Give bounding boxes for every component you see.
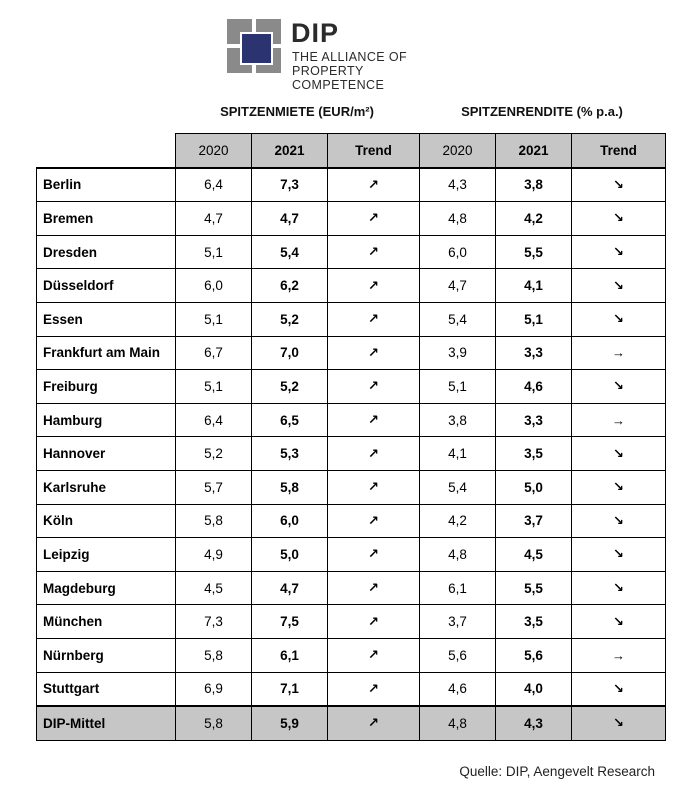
miete-trend-icon: ↗: [328, 403, 420, 437]
rendite-2021-cell: 4,5: [496, 538, 572, 572]
header-miete-2020: 2020: [176, 134, 252, 168]
rendite-2021-cell: 4,0: [496, 672, 572, 706]
rendite-2020-cell: 5,1: [420, 370, 496, 404]
rendite-2020-cell: 4,8: [420, 202, 496, 236]
miete-2021-cell: 4,7: [252, 571, 328, 605]
miete-2020-cell: 7,3: [176, 605, 252, 639]
miete-trend-icon: ↗: [328, 269, 420, 303]
miete-2020-cell: 5,8: [176, 504, 252, 538]
table-row: [37, 336, 666, 370]
rendite-trend-icon: ↘: [572, 202, 666, 236]
miete-trend-icon: ↗: [328, 437, 420, 471]
city-cell: Nürnberg: [37, 638, 176, 672]
rendite-2021-cell: 3,7: [496, 504, 572, 538]
city-cell: Magdeburg: [37, 571, 176, 605]
header-row: [37, 134, 666, 168]
rendite-trend-icon: →: [572, 638, 666, 672]
table-row: [37, 235, 666, 269]
header-rendite-2020: 2020: [420, 134, 496, 168]
miete-2020-cell: 4,5: [176, 571, 252, 605]
miete-2020-cell: 5,1: [176, 235, 252, 269]
table-body: [37, 168, 666, 741]
rendite-2020-cell: 6,1: [420, 571, 496, 605]
table-row: [37, 437, 666, 471]
miete-2020-cell: 6,4: [176, 403, 252, 437]
rendite-trend-icon: ↘: [572, 538, 666, 572]
miete-trend-icon: ↗: [328, 706, 420, 740]
city-cell: Berlin: [37, 168, 176, 202]
miete-2021-cell: 5,0: [252, 538, 328, 572]
city-cell: Hannover: [37, 437, 176, 471]
miete-2020-cell: 6,7: [176, 336, 252, 370]
rendite-2020-cell: 6,0: [420, 235, 496, 269]
miete-2021-cell: 4,7: [252, 202, 328, 236]
table-row: [37, 302, 666, 336]
miete-2020-cell: 4,7: [176, 202, 252, 236]
miete-trend-icon: ↗: [328, 168, 420, 202]
rendite-2020-cell: 4,3: [420, 168, 496, 202]
rendite-trend-icon: ↘: [572, 672, 666, 706]
header-rendite-2021: 2021: [496, 134, 572, 168]
logo-tagline-line2: PROPERTY COMPETENCE: [292, 64, 385, 92]
table-row: [37, 638, 666, 672]
miete-2020-cell: 6,0: [176, 269, 252, 303]
miete-2021-cell: 7,3: [252, 168, 328, 202]
rendite-trend-icon: ↘: [572, 302, 666, 336]
rendite-2021-cell: 5,5: [496, 235, 572, 269]
rendite-trend-icon: ↘: [572, 235, 666, 269]
miete-2021-cell: 5,2: [252, 370, 328, 404]
miete-2020-cell: 5,2: [176, 437, 252, 471]
table-row: [37, 504, 666, 538]
table-row: [37, 672, 666, 706]
rendite-2020-cell: 3,7: [420, 605, 496, 639]
table-row: [37, 269, 666, 303]
miete-trend-icon: ↗: [328, 672, 420, 706]
rendite-trend-icon: ↘: [572, 706, 666, 740]
city-cell: DIP-Mittel: [37, 706, 176, 740]
city-cell: Frankfurt am Main: [37, 336, 176, 370]
city-cell: Karlsruhe: [37, 470, 176, 504]
source-note: Quelle: DIP, Aengevelt Research: [459, 764, 655, 779]
header-miete-2021: 2021: [252, 134, 328, 168]
miete-trend-icon: ↗: [328, 571, 420, 605]
rendite-2020-cell: 4,6: [420, 672, 496, 706]
rendite-2021-cell: 5,6: [496, 638, 572, 672]
rendite-2021-cell: 4,6: [496, 370, 572, 404]
rendite-2021-cell: 3,3: [496, 403, 572, 437]
header-rendite-trend: Trend: [572, 134, 666, 168]
rendite-2021-cell: 3,8: [496, 168, 572, 202]
miete-trend-icon: ↗: [328, 504, 420, 538]
group-title-spitzenmiete: SPITZENMIETE (EUR/m²): [220, 104, 374, 119]
table-row: [37, 470, 666, 504]
city-cell: Bremen: [37, 202, 176, 236]
table-row: [37, 370, 666, 404]
data-table: [36, 133, 666, 741]
rendite-2021-cell: 5,0: [496, 470, 572, 504]
city-cell: Dresden: [37, 235, 176, 269]
rendite-2021-cell: 3,5: [496, 605, 572, 639]
rendite-2021-cell: 3,3: [496, 336, 572, 370]
miete-2021-cell: 7,5: [252, 605, 328, 639]
rendite-2020-cell: 4,8: [420, 538, 496, 572]
city-cell: Köln: [37, 504, 176, 538]
dip-logo: [227, 18, 457, 92]
miete-2021-cell: 6,2: [252, 269, 328, 303]
miete-2021-cell: 6,0: [252, 504, 328, 538]
miete-2021-cell: 7,1: [252, 672, 328, 706]
logo-tagline: [292, 50, 457, 92]
miete-2020-cell: 5,1: [176, 302, 252, 336]
miete-trend-icon: ↗: [328, 538, 420, 572]
rendite-trend-icon: ↘: [572, 571, 666, 605]
table-row: [37, 571, 666, 605]
miete-2021-cell: 5,2: [252, 302, 328, 336]
miete-trend-icon: ↗: [328, 235, 420, 269]
miete-trend-icon: ↗: [328, 605, 420, 639]
city-cell: Essen: [37, 302, 176, 336]
miete-2021-cell: 5,9: [252, 706, 328, 740]
rendite-2020-cell: 4,7: [420, 269, 496, 303]
city-cell: Düsseldorf: [37, 269, 176, 303]
rendite-2021-cell: 4,3: [496, 706, 572, 740]
miete-2020-cell: 6,9: [176, 672, 252, 706]
rendite-2020-cell: 5,4: [420, 302, 496, 336]
rendite-2021-cell: 4,2: [496, 202, 572, 236]
logo-name: DIP: [291, 18, 340, 48]
miete-2020-cell: 5,8: [176, 706, 252, 740]
rendite-trend-icon: ↘: [572, 504, 666, 538]
miete-2020-cell: 5,1: [176, 370, 252, 404]
rendite-2021-cell: 5,5: [496, 571, 572, 605]
rendite-2021-cell: 3,5: [496, 437, 572, 471]
table-row: [37, 168, 666, 202]
miete-trend-icon: ↗: [328, 638, 420, 672]
city-cell: Hamburg: [37, 403, 176, 437]
dip-logo-mark: [227, 19, 282, 74]
header-corner: [37, 134, 176, 168]
logo-tagline-line1: THE ALLIANCE OF: [292, 50, 408, 64]
rendite-trend-icon: →: [572, 403, 666, 437]
miete-trend-icon: ↗: [328, 336, 420, 370]
miete-2021-cell: 5,3: [252, 437, 328, 471]
mean-row: [37, 706, 666, 740]
rendite-2020-cell: 4,2: [420, 504, 496, 538]
city-cell: München: [37, 605, 176, 639]
miete-2020-cell: 5,7: [176, 470, 252, 504]
group-title-spitzenrendite: SPITZENRENDITE (% p.a.): [461, 104, 623, 119]
rendite-trend-icon: ↘: [572, 605, 666, 639]
rendite-trend-icon: ↘: [572, 168, 666, 202]
miete-2020-cell: 6,4: [176, 168, 252, 202]
rendite-trend-icon: →: [572, 336, 666, 370]
miete-2020-cell: 5,8: [176, 638, 252, 672]
rendite-trend-icon: ↘: [572, 370, 666, 404]
rendite-2020-cell: 5,4: [420, 470, 496, 504]
miete-2021-cell: 7,0: [252, 336, 328, 370]
rendite-2020-cell: 3,9: [420, 336, 496, 370]
miete-2021-cell: 5,8: [252, 470, 328, 504]
rendite-2021-cell: 4,1: [496, 269, 572, 303]
miete-trend-icon: ↗: [328, 202, 420, 236]
miete-2021-cell: 6,1: [252, 638, 328, 672]
city-cell: Leipzig: [37, 538, 176, 572]
rendite-2021-cell: 5,1: [496, 302, 572, 336]
miete-2021-cell: 6,5: [252, 403, 328, 437]
rendite-2020-cell: 3,8: [420, 403, 496, 437]
table-row: [37, 403, 666, 437]
rendite-trend-icon: ↘: [572, 470, 666, 504]
miete-2021-cell: 5,4: [252, 235, 328, 269]
rendite-trend-icon: ↘: [572, 269, 666, 303]
miete-2020-cell: 4,9: [176, 538, 252, 572]
header-miete-trend: Trend: [328, 134, 420, 168]
table-row: [37, 202, 666, 236]
miete-trend-icon: ↗: [328, 470, 420, 504]
rendite-2020-cell: 4,1: [420, 437, 496, 471]
city-cell: Stuttgart: [37, 672, 176, 706]
rendite-trend-icon: ↘: [572, 437, 666, 471]
miete-trend-icon: ↗: [328, 302, 420, 336]
city-cell: Freiburg: [37, 370, 176, 404]
table-row: [37, 538, 666, 572]
rendite-2020-cell: 4,8: [420, 706, 496, 740]
rendite-2020-cell: 5,6: [420, 638, 496, 672]
table-row: [37, 605, 666, 639]
miete-trend-icon: ↗: [328, 370, 420, 404]
